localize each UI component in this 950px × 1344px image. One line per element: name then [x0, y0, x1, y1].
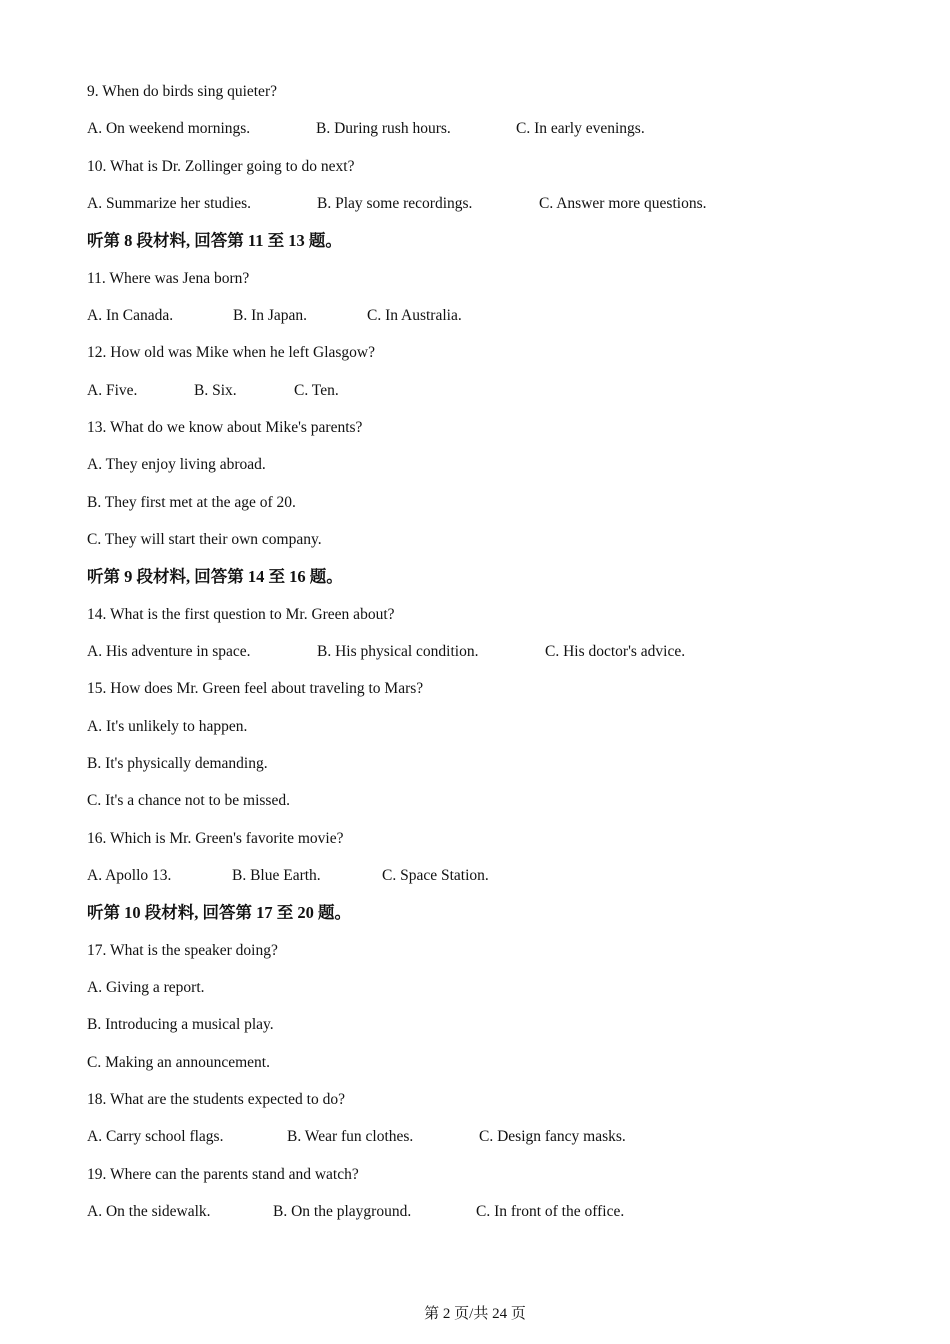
option-c: C. Ten.	[294, 382, 339, 399]
option-a: A. Giving a report.	[87, 979, 205, 996]
options-9	[87, 119, 887, 139]
options-14	[87, 642, 887, 662]
question-18: 18. What are the students expected to do?	[87, 1091, 345, 1108]
option-c: C. Answer more questions.	[539, 195, 707, 212]
option-b: B. His physical condition.	[317, 643, 479, 660]
option-a: A. Carry school flags.	[87, 1128, 224, 1145]
option-b: B. Introducing a musical play.	[87, 1016, 274, 1033]
options-12	[87, 381, 887, 401]
option-b: B. It's physically demanding.	[87, 755, 268, 772]
option-a: A. On weekend mornings.	[87, 120, 251, 137]
options-11	[87, 306, 887, 326]
question-15: 15. How does Mr. Green feel about traveling to Mars?	[87, 680, 424, 697]
option-b: B. In Japan.	[233, 307, 308, 324]
option-c: C. In front of the office.	[476, 1203, 625, 1220]
option-a: A. They enjoy living abroad.	[87, 456, 266, 473]
option-b: B. During rush hours.	[316, 120, 451, 137]
option-a: A. Five.	[87, 382, 138, 399]
option-c: C. In Australia.	[367, 307, 462, 324]
option-a: A. Summarize her studies.	[87, 195, 252, 212]
option-a: A. It's unlikely to happen.	[87, 718, 248, 735]
question-16: 16. Which is Mr. Green's favorite movie?	[87, 830, 344, 847]
option-c: C. It's a chance not to be missed.	[87, 792, 290, 809]
options-19	[87, 1202, 887, 1222]
option-c: C. In early evenings.	[516, 120, 645, 137]
options-18	[87, 1127, 887, 1147]
option-c: C. Design fancy masks.	[479, 1128, 626, 1145]
question-19: 19. Where can the parents stand and watch?	[87, 1166, 359, 1183]
question-10: 10. What is Dr. Zollinger going to do next?	[87, 158, 355, 175]
question-9: 9. When do birds sing quieter?	[87, 83, 277, 100]
option-c: C. Space Station.	[382, 867, 489, 884]
option-a: A. Apollo 13.	[87, 867, 172, 884]
question-13: 13. What do we know about Mike's parents?	[87, 419, 363, 436]
question-14: 14. What is the first question to Mr. Green about?	[87, 606, 395, 623]
question-12: 12. How old was Mike when he left Glasgow?	[87, 344, 375, 361]
options-10	[87, 194, 887, 214]
option-a: A. In Canada.	[87, 307, 174, 324]
option-b: B. Six.	[194, 382, 237, 399]
option-c: C. His doctor's advice.	[545, 643, 686, 660]
section-heading-8: 听第 8 段材料, 回答第 11 至 13 题。	[87, 231, 342, 250]
section-heading-10: 听第 10 段材料, 回答第 17 至 20 题。	[87, 903, 351, 922]
option-c: C. Making an announcement.	[87, 1054, 270, 1071]
option-a: A. On the sidewalk.	[87, 1203, 211, 1220]
option-b: B. Blue Earth.	[232, 867, 321, 884]
option-b: B. They first met at the age of 20.	[87, 494, 296, 511]
question-11: 11. Where was Jena born?	[87, 270, 250, 287]
page-number: 第 2 页/共 24 页	[424, 1306, 526, 1322]
question-17: 17. What is the speaker doing?	[87, 942, 278, 959]
option-b: B. Play some recordings.	[317, 195, 473, 212]
option-b: B. On the playground.	[273, 1203, 412, 1220]
option-a: A. His adventure in space.	[87, 643, 251, 660]
options-16	[87, 866, 887, 886]
section-heading-9: 听第 9 段材料, 回答第 14 至 16 题。	[87, 567, 343, 586]
option-c: C. They will start their own company.	[87, 531, 322, 548]
option-b: B. Wear fun clothes.	[287, 1128, 414, 1145]
